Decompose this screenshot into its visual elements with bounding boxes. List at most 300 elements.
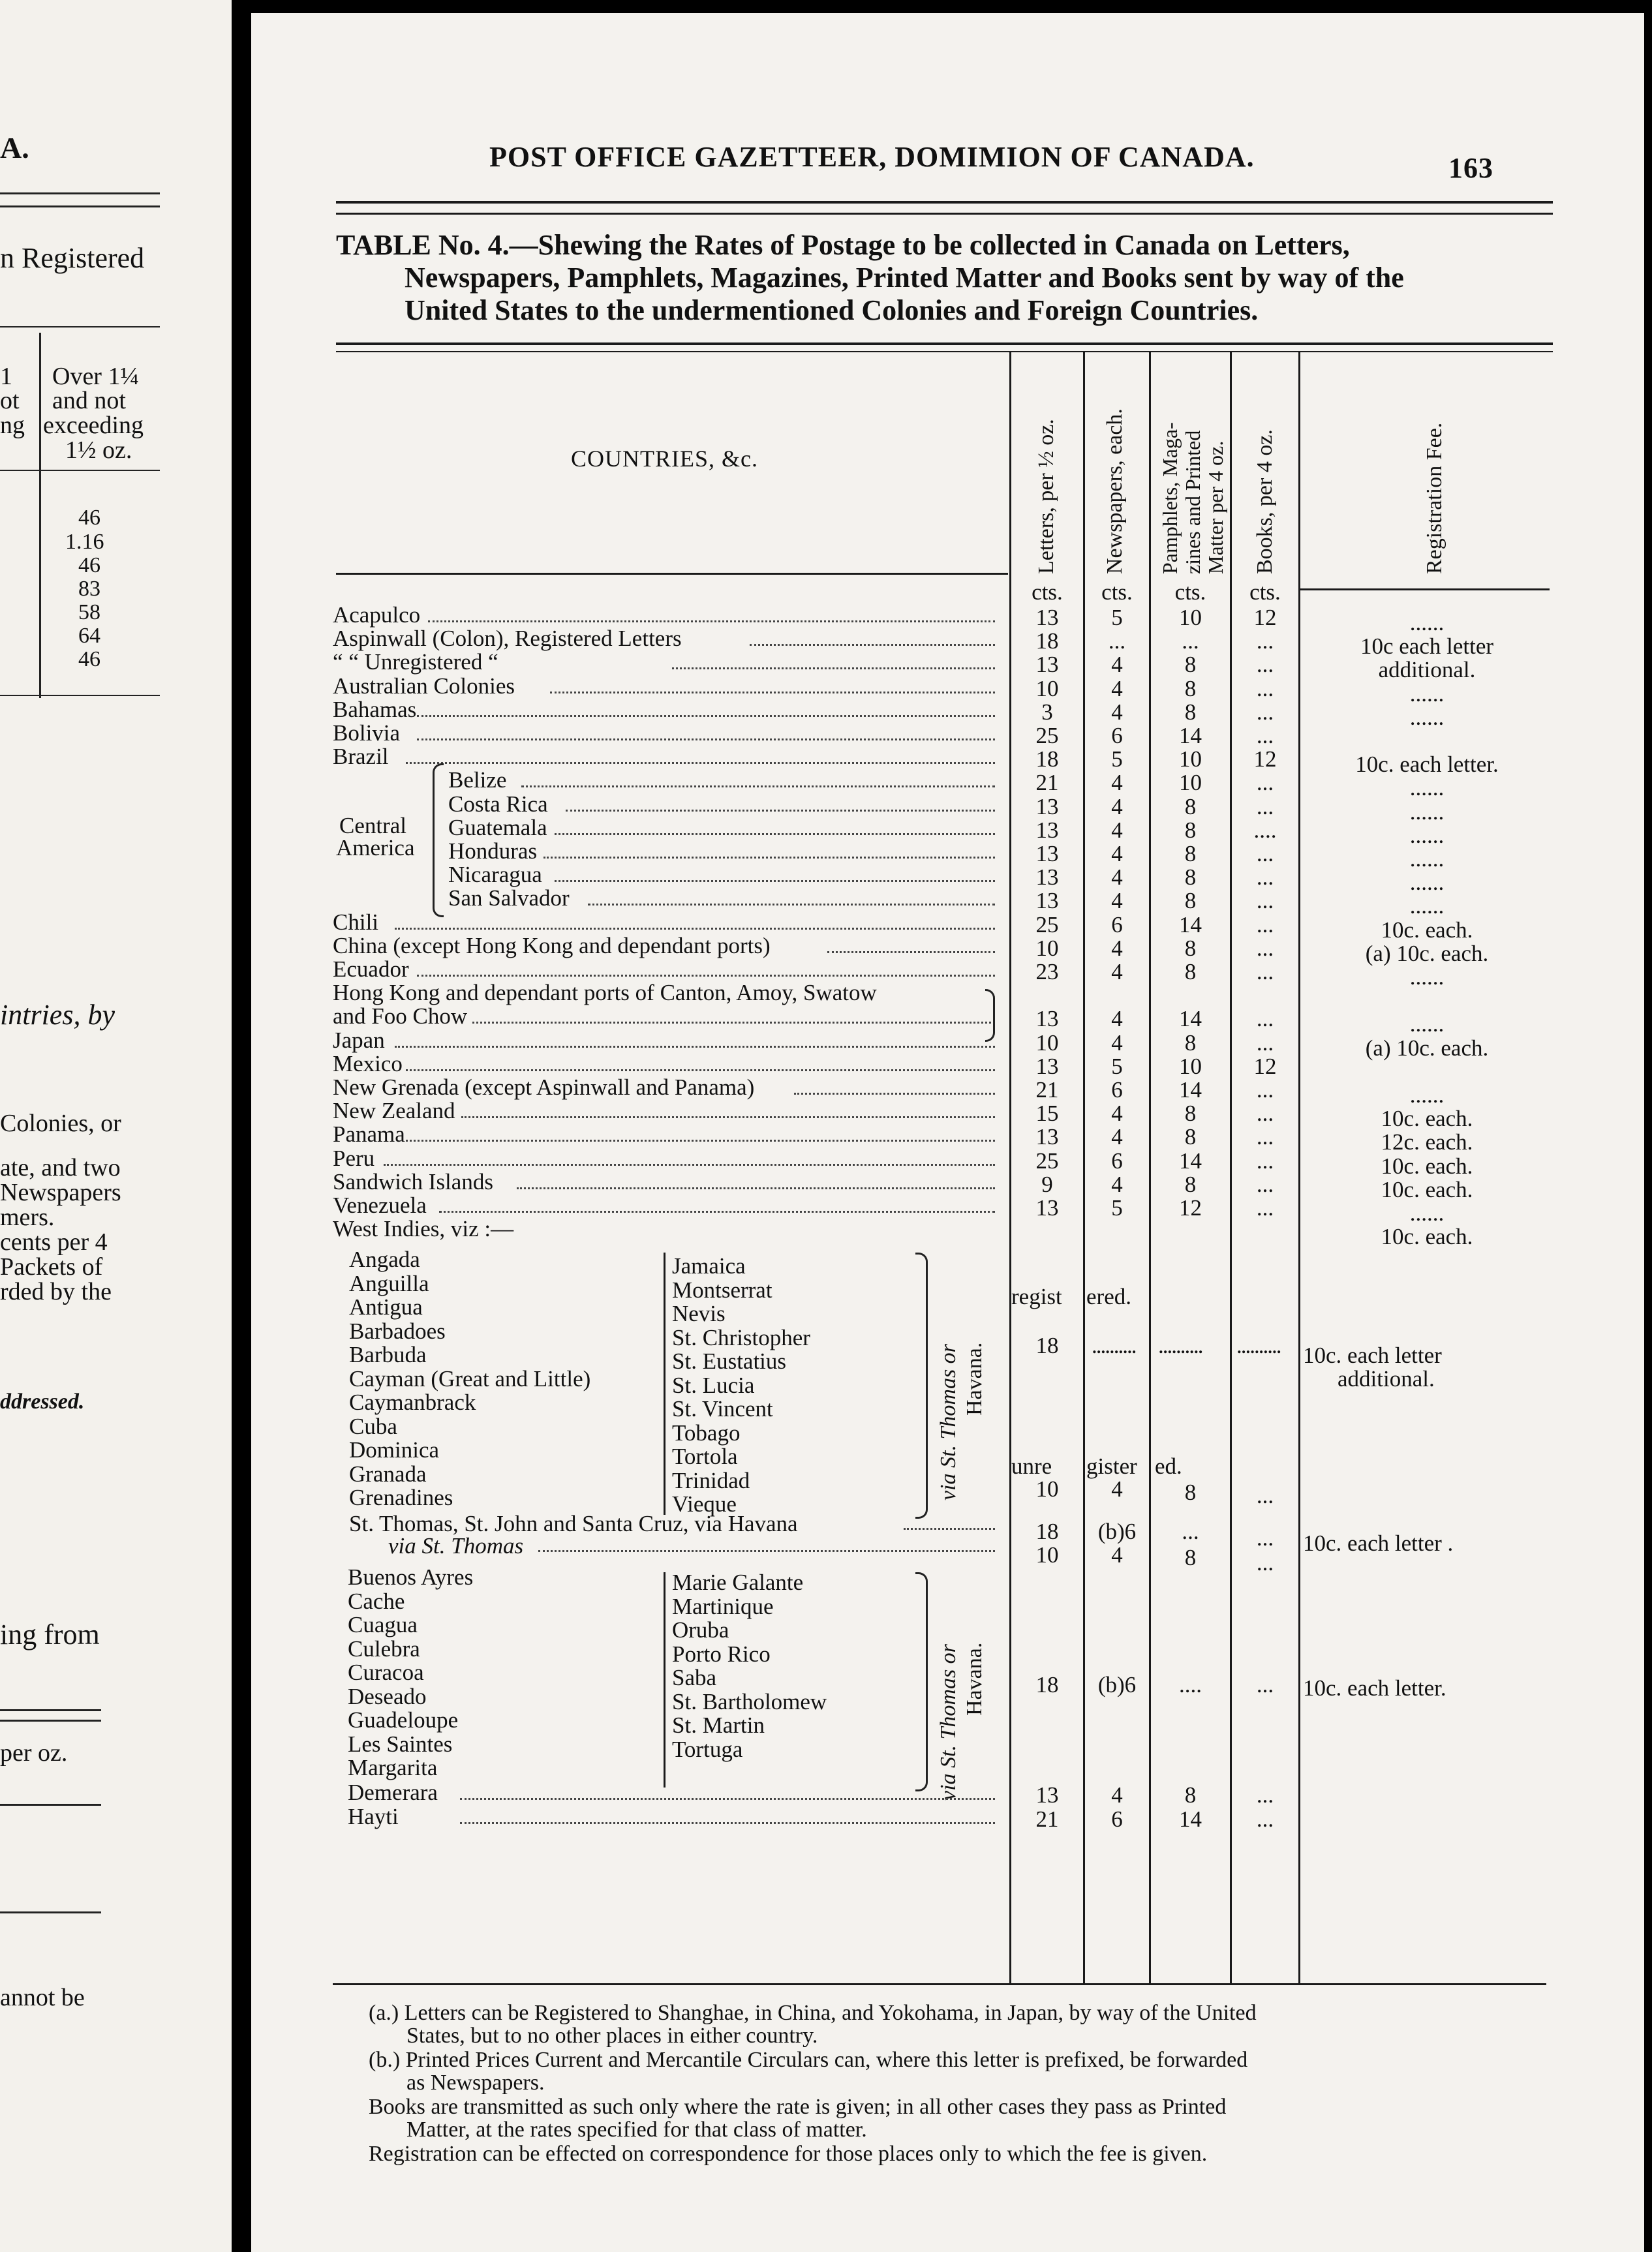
left-value: 46 [78, 553, 100, 577]
left-text-line: per oz. [0, 1739, 68, 1767]
cell-newspapers: 4 [1111, 793, 1123, 819]
west-indies-place: Vieque [672, 1491, 737, 1517]
cell-newspapers: 4 [1111, 1171, 1123, 1197]
leader-dots [406, 1069, 995, 1071]
west-indies-place: Anguilla [349, 1270, 429, 1296]
registered-dots: .......... [1236, 1333, 1281, 1358]
cell-newspapers: 4 [1111, 817, 1123, 843]
table-title-line: TABLE No. 4.—Shewing the Rates of Postage to be collected in Canada on Letters, [336, 229, 1350, 261]
cell-letters: 18 [1035, 1519, 1059, 1544]
left-rule [0, 470, 160, 471]
registration-fee: ...... [1409, 799, 1445, 825]
cell-letters: 18 [1035, 628, 1059, 654]
cell-newspapers: 4 [1111, 841, 1123, 866]
registration-fee: additional. [1338, 1366, 1435, 1392]
cell-letters: 13 [1035, 1195, 1059, 1221]
west-indies-place: Barbadoes [349, 1318, 446, 1344]
west-indies-place: Cache [348, 1588, 405, 1614]
west-indies-place: Cuba [349, 1413, 397, 1439]
registration-fee: ...... [1409, 680, 1445, 707]
leader-dots [395, 928, 995, 930]
registration-fee: 10c. each. [1381, 1176, 1473, 1202]
cell-letters: 13 [1035, 605, 1059, 630]
west-indies-place: Caymanbrack [349, 1390, 476, 1415]
country-name: Australian Colonies [333, 673, 515, 699]
column-header-pamphlets: Matter per 4 oz. [1204, 440, 1227, 574]
cell-books: ... [1256, 699, 1274, 725]
left-text-line: ddressed. [0, 1390, 85, 1414]
leader-dots [517, 1187, 995, 1189]
west-indies-place: Jamaica [672, 1253, 746, 1279]
leader-dots [417, 715, 995, 717]
footnote-c: Books are transmitted as such only where the rate is given; in all other cases they pass as Printed [369, 2095, 1227, 2119]
cell-letters: 25 [1035, 1148, 1059, 1174]
left-value: 1.16 [65, 530, 104, 554]
left-col2-line: and not [52, 387, 126, 414]
cell-letters: 21 [1035, 1806, 1059, 1832]
west-indies-place: Buenos Ayres [348, 1564, 474, 1590]
cell-books: ... [1256, 793, 1274, 819]
west-indies-place: Tortuga [672, 1736, 743, 1762]
cell-newspapers: 4 [1111, 1006, 1123, 1032]
cell-books: .... [1253, 817, 1277, 843]
leader-dots [555, 833, 995, 835]
cell-pamphlets: 14 [1179, 723, 1202, 748]
cell-letters: 10 [1035, 935, 1059, 961]
west-indies-place: St. Vincent [672, 1396, 773, 1422]
cell-newspapers: 4 [1111, 1124, 1123, 1150]
central-america-brace [433, 763, 444, 917]
cell-pamphlets: 12 [1179, 1195, 1202, 1221]
west-indies-place: Les Saintes [348, 1731, 453, 1757]
cell-books: ... [1256, 652, 1274, 678]
registration-fee: 10c. each letter . [1303, 1530, 1454, 1556]
country-name: Demerara [348, 1780, 438, 1805]
west-indies-place: Granada [349, 1461, 427, 1487]
registration-fee: ...... [1409, 964, 1445, 990]
cell-pamphlets: 8 [1184, 1782, 1197, 1808]
cell-newspapers: 4 [1111, 959, 1123, 984]
cell-pamphlets: 8 [1184, 793, 1197, 819]
left-rule [0, 326, 160, 327]
country-name: Honduras [448, 838, 538, 864]
cell-newspapers: 6 [1111, 723, 1123, 748]
country-name: and Foo Chow [333, 1003, 468, 1029]
cell-books: ... [1256, 723, 1274, 748]
cell-books: ... [1256, 959, 1274, 984]
country-name: Mexico [333, 1050, 403, 1076]
leader-dots [555, 880, 995, 882]
cell-newspapers: 5 [1111, 1195, 1123, 1221]
cell-letters: 15 [1035, 1101, 1059, 1127]
west-indies-place: Martinique [672, 1593, 774, 1619]
country-name: Brazil [333, 744, 389, 770]
registered-label: ered. [1086, 1284, 1131, 1309]
country-name: New Grenada (except Aspinwall and Panama) [333, 1074, 755, 1100]
footnote-b: as Newspapers. [406, 2071, 545, 2095]
west-indies-place: Marie Galante [672, 1570, 804, 1595]
table-title-line: United States to the undermentioned Colonies and Foreign Countries. [405, 294, 1259, 326]
registration-fee: ...... [1409, 610, 1445, 635]
left-text-line: ing from [0, 1619, 100, 1651]
country-name: West Indies, viz :— [333, 1216, 514, 1242]
registration-fee: additional. [1378, 657, 1476, 683]
left-rule [0, 205, 160, 207]
west-indies-place: Grenadines [349, 1485, 453, 1510]
west-indies-place: Tobago [672, 1420, 741, 1446]
cell-pamphlets: 8 [1184, 935, 1197, 961]
registration-fee: ...... [1409, 775, 1445, 801]
leader-dots [750, 644, 995, 646]
cell-newspapers: 5 [1111, 605, 1123, 630]
cell-books: 12 [1253, 1053, 1277, 1079]
page [251, 13, 1644, 2252]
unit-newspapers: cts. [1101, 579, 1133, 605]
cell-books: ... [1256, 1124, 1274, 1150]
cell-letters: 25 [1035, 911, 1059, 937]
west-indies-place: Montserrat [672, 1277, 772, 1303]
unregistered-label: ed. [1155, 1453, 1182, 1479]
cell-newspapers: 5 [1111, 746, 1123, 772]
cell-newspapers: 5 [1111, 1053, 1123, 1079]
unit-books: cts. [1249, 579, 1281, 605]
west-indies-place: Margarita [348, 1755, 438, 1780]
footnote-d: Registration can be effected on correspondence for those places only to which the fee is given. [369, 2142, 1208, 2166]
left-rule [0, 1911, 101, 1913]
country-name: via St. Thomas [388, 1533, 524, 1559]
west-indies-place: Saba [672, 1665, 717, 1690]
country-name: Peru [333, 1145, 375, 1171]
cell-pamphlets: 10 [1179, 770, 1202, 796]
cell-books: ... [1256, 770, 1274, 796]
unregistered-label: gister [1086, 1453, 1137, 1479]
left-text-line: annot be [0, 1984, 85, 2011]
cell-pamphlets: ... [1182, 628, 1199, 654]
header-rule [336, 213, 1553, 215]
cell-letters: 10 [1035, 1476, 1059, 1502]
west-indies-via-label: Havana. [962, 1342, 987, 1416]
footnote-b: (b.) Printed Prices Current and Mercantile Circulars can, where this letter is prefixed, be forwarded [369, 2048, 1248, 2072]
cell-letters: 13 [1035, 864, 1059, 890]
cell-letters: 23 [1035, 959, 1059, 984]
leader-dots [460, 1798, 995, 1800]
leader-dots [395, 1046, 995, 1048]
country-name: China (except Hong Kong and dependant ports) [333, 932, 771, 958]
cell-newspapers: 4 [1111, 1782, 1123, 1808]
left-text-line: mers. [0, 1204, 55, 1231]
left-value: 83 [78, 577, 100, 601]
header-underline [336, 573, 1008, 575]
leader-dots [417, 975, 995, 977]
left-text-line: intries, by [0, 999, 115, 1031]
column-header-newspapers: Newspapers, each. [1103, 408, 1127, 574]
west-indies-divider [664, 1253, 665, 1515]
country-name: Hong Kong and dependant ports of Canton, Amoy, Swatow [333, 980, 877, 1006]
country-name: Chili [333, 909, 379, 935]
west-indies-place: Culebra [348, 1636, 420, 1662]
leader-dots [406, 1140, 995, 1142]
left-value: 64 [78, 624, 100, 648]
left-column-divider [39, 333, 41, 698]
cell-letters: 18 [1035, 1672, 1059, 1697]
cell-books: ... [1256, 864, 1274, 890]
leader-dots [417, 738, 995, 740]
cell-newspapers: (b)6 [1097, 1519, 1137, 1544]
left-value: 46 [78, 506, 100, 530]
table-bottom-rule [333, 1983, 1546, 1985]
leader-dots [428, 620, 995, 622]
west-indies-place: St. Lucia [672, 1372, 755, 1398]
cell-letters: 13 [1035, 793, 1059, 819]
cell-pamphlets: 14 [1179, 911, 1202, 937]
page-header-title: POST OFFICE GAZETTEER, DOMIMION OF CANADA. [489, 141, 1255, 173]
registered-dots: .......... [1092, 1333, 1136, 1358]
cell-books: ... [1256, 1525, 1274, 1551]
cell-books: 12 [1253, 605, 1277, 630]
footnote-a: (a.) Letters can be Registered to Shanghae, in China, and Yokohama, in Japan, by way of the United [369, 2001, 1257, 2025]
cell-pamphlets: 8 [1184, 864, 1197, 890]
cell-newspapers: 4 [1111, 1476, 1123, 1502]
left-text-line: rded by the [0, 1278, 112, 1305]
cell-pamphlets: 10 [1179, 605, 1202, 630]
cell-pamphlets: 8 [1184, 841, 1197, 866]
cell-books: ... [1256, 675, 1274, 701]
left-col1-line: ng [0, 412, 25, 439]
central-america-label: America [336, 835, 415, 860]
left-value: 46 [78, 647, 100, 671]
cell-books: ... [1256, 935, 1274, 961]
table-top-rule [336, 342, 1553, 345]
left-col2-line: Over 1¼ [52, 363, 139, 390]
registration-fee: ...... [1409, 870, 1445, 896]
registration-fee: 10c. each letter. [1355, 752, 1499, 778]
footnote-c: Matter, at the rates specified for that class of matter. [406, 2118, 867, 2142]
left-rule [0, 1709, 101, 1711]
registration-fee: ...... [1409, 846, 1445, 872]
cell-books: ... [1256, 1483, 1274, 1508]
column-header-registration: Registration Fee. [1422, 422, 1446, 574]
registration-fee: 10c. each letter. [1303, 1675, 1446, 1701]
cell-letters: 13 [1035, 841, 1059, 866]
cell-newspapers: 6 [1111, 1806, 1123, 1832]
cell-letters: 13 [1035, 1782, 1059, 1808]
cell-books: ... [1256, 628, 1274, 654]
cell-newspapers: 6 [1111, 911, 1123, 937]
west-indies-place: Nevis [672, 1301, 726, 1326]
cell-books: ... [1256, 1006, 1274, 1032]
cell-newspapers: 6 [1111, 1077, 1123, 1103]
cell-pamphlets: 14 [1179, 1077, 1202, 1103]
cell-letters: 21 [1035, 770, 1059, 796]
cell-books: 12 [1253, 746, 1277, 772]
west-indies-place: St. Bartholomew [672, 1688, 827, 1714]
leader-dots [406, 762, 995, 764]
page-number: 163 [1448, 152, 1493, 184]
country-name: Costa Rica [448, 791, 548, 817]
central-america-label: Central [339, 813, 407, 838]
country-name: Belize [448, 767, 507, 793]
cell-pamphlets: 8 [1184, 675, 1197, 701]
registration-fee: 10c. each. [1381, 1224, 1473, 1250]
cell-books: ... [1256, 1806, 1274, 1832]
leader-dots [521, 785, 995, 787]
unit-pamphlets: cts. [1174, 579, 1206, 605]
cell-letters: 13 [1035, 1006, 1059, 1032]
country-name: Bolivia [333, 720, 401, 746]
registration-fee: ...... [1409, 1011, 1445, 1037]
column-header-countries: COUNTRIES, &c. [571, 446, 758, 472]
west-indies-place: Guadeloupe [348, 1707, 459, 1733]
left-col2-line: 1½ oz. [65, 436, 132, 464]
country-name: Hayti [348, 1803, 399, 1829]
cell-books: ... [1256, 888, 1274, 914]
cell-books: ... [1256, 1029, 1274, 1056]
cell-newspapers: 4 [1111, 770, 1123, 796]
left-text-line: Colonies, or [0, 1110, 121, 1137]
cell-newspapers: 4 [1111, 652, 1123, 678]
cell-books: ... [1256, 1171, 1274, 1197]
cell-pamphlets: 8 [1184, 699, 1197, 725]
leader-dots [550, 692, 995, 693]
left-rule [0, 1720, 101, 1722]
table-top-rule [336, 351, 1553, 352]
leader-dots [439, 1211, 995, 1213]
country-name: St. Thomas, St. John and Santa Cruz, via Havana [349, 1511, 798, 1536]
cell-newspapers: 4 [1111, 888, 1123, 914]
cell-newspapers: 6 [1111, 1148, 1123, 1174]
left-registered-fragment: n Registered [0, 242, 145, 274]
registration-fee: 10c each letter [1360, 633, 1494, 660]
cell-letters: 13 [1035, 888, 1059, 914]
cell-books: ... [1256, 911, 1274, 937]
cell-pamphlets: 8 [1184, 652, 1197, 678]
registered-letters-rate: 18 [1035, 1333, 1059, 1358]
registration-fee: ...... [1409, 1082, 1445, 1108]
left-header-fragment: A. [0, 131, 29, 164]
cell-pamphlets: 8 [1184, 959, 1197, 984]
cell-newspapers: 4 [1111, 935, 1123, 961]
cell-newspapers: 4 [1111, 1542, 1123, 1568]
cell-pamphlets: 8 [1184, 817, 1197, 843]
leader-dots [472, 1022, 995, 1024]
registration-fee: ...... [1409, 893, 1445, 919]
cell-letters: 13 [1035, 652, 1059, 678]
cell-letters: 3 [1041, 699, 1053, 725]
cell-pamphlets: ... [1182, 1519, 1199, 1544]
cell-newspapers: 4 [1111, 864, 1123, 890]
column-header-pamphlets: zines and Printed [1181, 430, 1204, 574]
left-col1-line: ot [0, 387, 20, 414]
footnote-a: States, but to no other places in either country. [406, 2024, 818, 2048]
left-rule [0, 695, 160, 696]
cell-books: ... [1256, 1782, 1274, 1808]
west-indies-place: Curacoa [348, 1660, 424, 1685]
group2-via-label: Havana. [962, 1642, 987, 1716]
left-text-line: cents per 4 [0, 1228, 108, 1256]
cell-newspapers: 4 [1111, 1029, 1123, 1056]
unregistered-label: unre [1011, 1453, 1052, 1479]
cell-letters: 13 [1035, 1124, 1059, 1150]
leader-dots [543, 857, 995, 859]
registration-fee: 10c. each. [1381, 917, 1473, 943]
country-name: Japan [333, 1027, 385, 1053]
west-indies-place: Cuagua [348, 1612, 418, 1637]
left-col2-line: exceeding [43, 412, 144, 439]
cell-letters: 25 [1035, 723, 1059, 748]
left-value: 58 [78, 600, 100, 624]
cell-newspapers: 4 [1111, 699, 1123, 725]
column-header-books: Books, per 4 oz. [1253, 429, 1277, 574]
cell-letters: 18 [1035, 746, 1059, 772]
registration-underline [1298, 588, 1550, 590]
previous-page-fragment [0, 0, 232, 2252]
leader-dots [672, 667, 995, 669]
cell-letters: 10 [1035, 1542, 1059, 1568]
cell-pamphlets: 8 [1184, 1171, 1197, 1197]
leader-dots [588, 904, 995, 905]
west-indies-place: Tortola [672, 1444, 738, 1469]
cell-pamphlets: 10 [1179, 1053, 1202, 1079]
left-text-line: Newspapers [0, 1179, 121, 1206]
country-name: Nicaragua [448, 862, 542, 888]
hong-kong-brace [985, 989, 995, 1042]
country-name: Venezuela [333, 1193, 427, 1218]
leader-dots [538, 1550, 995, 1552]
west-indies-place: Deseado [348, 1683, 427, 1709]
country-name: Acapulco [333, 602, 421, 628]
left-rule [0, 192, 160, 194]
west-indies-place: St. Martin [672, 1712, 765, 1738]
leader-dots [384, 1164, 995, 1166]
cell-pamphlets: 8 [1184, 1101, 1197, 1127]
cell-books: ... [1256, 1195, 1274, 1221]
cell-newspapers: (b)6 [1097, 1672, 1137, 1697]
column-divider [1298, 352, 1300, 1983]
registration-fee: 10c. each. [1381, 1153, 1473, 1179]
cell-pamphlets: 8 [1184, 1545, 1197, 1570]
cell-letters: 10 [1035, 675, 1059, 701]
registration-fee: 10c. each. [1381, 1106, 1473, 1132]
left-col1-line: 1 [0, 363, 12, 390]
registration-fee: 10c. each letter [1303, 1343, 1442, 1368]
west-indies-place: St. Eustatius [672, 1348, 787, 1374]
west-indies-via-label: via St. Thomas or [936, 1344, 960, 1500]
cell-pamphlets: 14 [1179, 1148, 1202, 1174]
west-indies-place: Dominica [349, 1437, 440, 1463]
cell-letters: 9 [1041, 1171, 1053, 1197]
table-title-line: Newspapers, Pamphlets, Magazines, Printed Matter and Books sent by way of the [405, 262, 1404, 294]
left-text-line: Packets of [0, 1253, 103, 1281]
registration-fee: ...... [1409, 822, 1445, 848]
unit-letters: cts. [1032, 579, 1063, 605]
cell-letters: 13 [1035, 817, 1059, 843]
cell-pamphlets: 8 [1184, 1480, 1197, 1505]
group2-via-label: via St. Thomas or [936, 1644, 960, 1801]
cell-books: ... [1256, 1077, 1274, 1103]
registration-fee: (a) 10c. each. [1365, 1035, 1489, 1061]
registration-fee: (a) 10c. each. [1365, 940, 1489, 966]
west-indies-place: Antigua [349, 1294, 423, 1320]
cell-pamphlets: 10 [1179, 746, 1202, 772]
cell-pamphlets: 14 [1179, 1806, 1202, 1832]
group2-divider [664, 1572, 665, 1788]
column-header-letters: Letters, per ½ oz. [1034, 419, 1058, 574]
cell-pamphlets: .... [1179, 1672, 1202, 1697]
cell-books: ... [1256, 1101, 1274, 1127]
column-header-pamphlets: Pamphlets, Maga- [1158, 422, 1182, 574]
cell-letters: 21 [1035, 1077, 1059, 1103]
cell-pamphlets: 8 [1184, 1124, 1197, 1150]
